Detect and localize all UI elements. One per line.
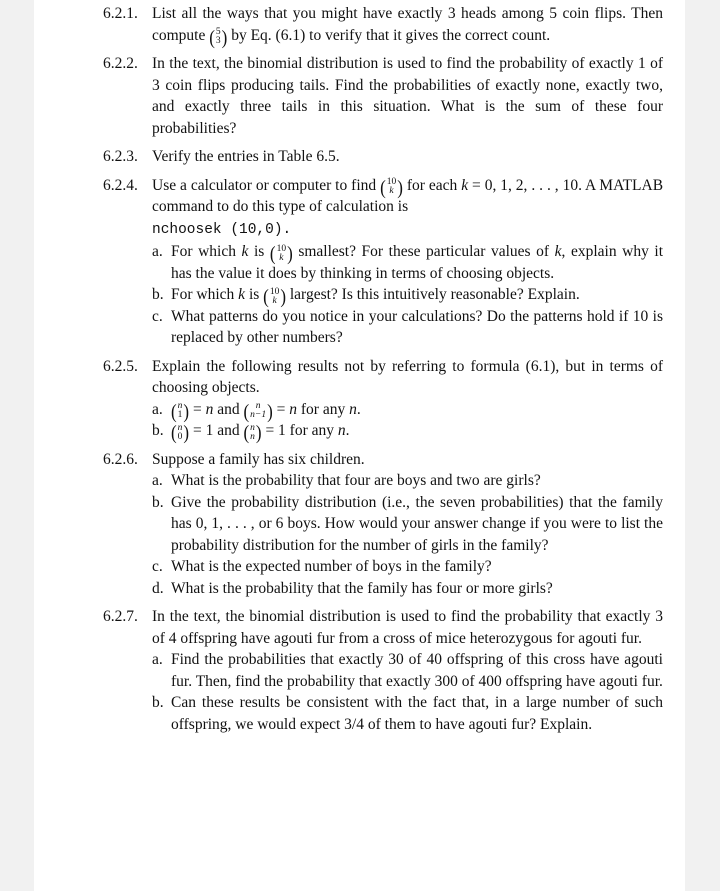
exercise-number: 6.2.5. bbox=[103, 357, 138, 375]
exercise-list bbox=[103, 3, 663, 742]
exercise-6-2-3 bbox=[103, 146, 663, 168]
exercise-number: 6.2.3. bbox=[103, 148, 138, 165]
exercise-number: 6.2.7. bbox=[103, 608, 138, 625]
binomial-coefficient: ( 5 3 ) bbox=[209, 26, 228, 48]
subpart-b: b. For which k is ( 10 k ) largest? Is this intuitively reasonable? Explain. bbox=[152, 285, 580, 308]
exercise-6-2-7 bbox=[103, 606, 663, 735]
binomial-coefficient: ( 10 k ) bbox=[380, 176, 403, 198]
binomial-coefficient: ( n 1 ) bbox=[171, 400, 190, 422]
subpart-d: d. What is the probability that the family has four or more girls? bbox=[152, 579, 553, 597]
subpart-c: c. What is the expected number of boys in the family? bbox=[152, 558, 492, 575]
exercise-number: 6.2.2. bbox=[103, 55, 138, 72]
exercise-text: Use a calculator or computer to find ( 10 k ) for each k = 0, 1, 2, . . . , 10. A MATLAB command to do this type of calculation is nchoosek (10,0). bbox=[152, 176, 664, 238]
exercise-6-2-6 bbox=[103, 449, 663, 600]
subpart-a: a. Find the probabilities that exactly 30 of 40 offspring of this cross have agouti fur. Then, find the probability that exactly 300 of 400 offspring have agouti fur. bbox=[152, 651, 663, 690]
binomial-coefficient: ( n 0 ) bbox=[171, 421, 190, 444]
matlab-command: nchoosek (10,0). bbox=[152, 221, 292, 238]
exercise-number: 6.2.6. bbox=[103, 450, 138, 468]
subpart-b: b. ( n 0 ) = 1 and ( n n ) = 1 for any n. bbox=[152, 421, 350, 444]
exercise-6-2-2 bbox=[103, 53, 663, 139]
exercise-text: In the text, the binomial distribution is used to find the probability of exactly 1 of 3 coin flips producing tails. Find the probabilities of exactly none, exactly two, and exactly three tails in this situation. What is the sum of these four probabilities? bbox=[152, 55, 663, 137]
exercise-text: Suppose a family has six children. bbox=[152, 450, 365, 468]
exercise-number: 6.2.1. bbox=[103, 5, 138, 22]
subpart-a: a. ( n 1 ) = n and ( n n−1 ) = n for any n. bbox=[152, 400, 361, 422]
exercise-6-2-1 bbox=[103, 3, 663, 46]
exercise-6-2-4 bbox=[103, 175, 663, 349]
exercise-text: List all the ways that you might have exactly 3 heads among 5 coin flips. Then compute ( 5 3 ) by Eq. (6.1) to verify that it gives the correct count. bbox=[152, 5, 663, 48]
binomial-coefficient: ( n n ) bbox=[243, 421, 262, 444]
subpart-b: b. Give the probability distribution (i.e., the seven probabilities) that the family has 0, 1, . . . , or 6 boys. How would your answer change if you were to list the probability distribution for the number of girls in the family? bbox=[152, 493, 663, 554]
exercise-text: Verify the entries in Table 6.5. bbox=[152, 148, 340, 165]
exercise-6-2-5 bbox=[103, 356, 663, 442]
subpart-a: a. For which k is ( 10 k ) smallest? For these particular values of k, explain why it has the value it does by thinking in terms of choosing objects. bbox=[152, 242, 664, 282]
subpart-c: c. What patterns do you notice in your calculations? Do the patterns hold if 10 is replaced by other numbers? bbox=[152, 307, 663, 346]
subpart-a: a. What is the probability that four are boys and two are girls? bbox=[152, 472, 541, 489]
subpart-b: b. Can these results be consistent with the fact that, in a large number of such offspring, we would expect 3/4 of them to have agouti fur? Explain. bbox=[152, 694, 663, 733]
binomial-coefficient: ( 10 k ) bbox=[263, 285, 286, 308]
exercise-number: 6.2.4. bbox=[103, 176, 138, 194]
exercise-text: In the text, the binomial distribution is used to find the probability that exactly 3 of 4 offspring have agouti fur from a cross of mice heterozygous for agouti fur. bbox=[152, 608, 663, 647]
exercise-text: Explain the following results not by referring to formula (6.1), but in terms of choosing objects. bbox=[152, 357, 663, 396]
document-page bbox=[34, 0, 685, 891]
binomial-coefficient: ( 10 k ) bbox=[269, 242, 293, 265]
binomial-coefficient: ( n n−1 ) bbox=[243, 400, 273, 422]
